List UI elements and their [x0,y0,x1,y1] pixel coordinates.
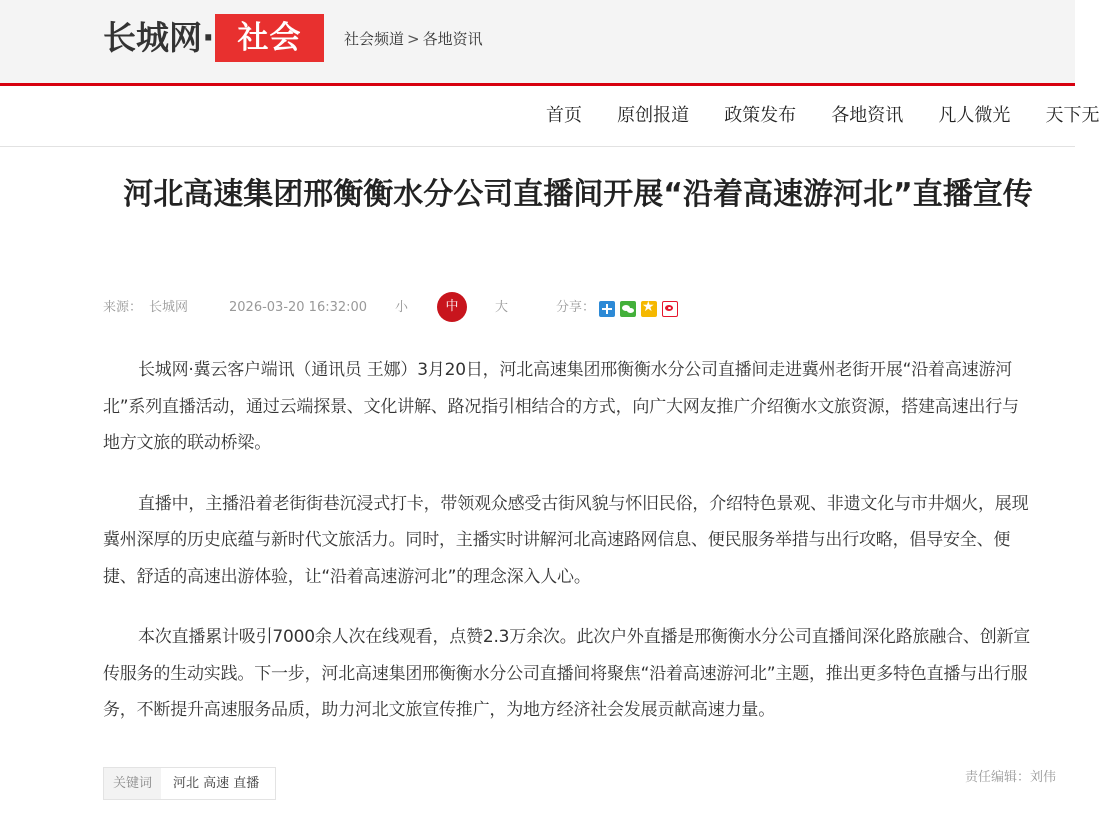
nav-item-home[interactable]: 首页 [546,105,582,126]
font-size-medium-button[interactable]: 中 [437,292,467,322]
site-header [0,0,1075,83]
nav-item-local-news[interactable]: 各地资讯 [831,105,904,126]
font-size-small-button[interactable]: 小 [395,300,409,315]
nav-item-tianxia[interactable]: 天下无 [1045,105,1100,126]
article-paragraph: 本次直播累计吸引7000余人次在线观看，点赞2.3万余次。此次户外直播是邢衡衡水分公司直播间深化路旅融合、创新宣传服务的生动实践。下一步，河北高速集团邢衡衡水分公司直播间将聚焦“沿着高速游河北”主题，推出更多特色直播与出行服务，不断提升高速服务品质，助力河北文旅宣传推广，为地方经济社会发展贡献高速力量。 [103,627,1031,720]
source-name: 长城网 [149,300,189,315]
publish-datetime: 2026-03-20 16:32:00 [229,300,368,315]
site-logo-text[interactable]: 长城网· [103,18,215,57]
breadcrumb-item-social[interactable]: 社会频道 [344,30,405,48]
plus-icon[interactable] [599,301,615,317]
article-body [103,352,1035,753]
wechat-icon[interactable] [620,301,636,317]
keywords-box [103,767,276,800]
breadcrumb-item-local-news[interactable]: 各地资讯 [422,30,483,48]
share-icons [599,298,683,317]
article-title: 河北高速集团邢衡衡水分公司直播间开展“沿着高速游河北”直播宣传 [123,177,1033,212]
font-size-large-button[interactable]: 大 [495,300,509,315]
keywords-label: 关键词 [104,768,161,799]
article-paragraph: 直播中，主播沿着老街街巷沉浸式打卡，带领观众感受古街风貌与怀旧民俗，介绍特色景观、非遗文化与市井烟火，展现冀州深厚的历史底蕴与新时代文旅活力。同时，主播实时讲解河北高速路网信息、便民服务举措与出行攻略，倡导安全、便捷、舒适的高速出游体验，让“沿着高速游河北”的理念深入人心。 [103,493,1029,587]
nav-item-policy[interactable]: 政策发布 [724,105,797,126]
breadcrumb [344,29,483,49]
main-nav [0,86,1100,147]
nav-item-ordinary-people[interactable]: 凡人微光 [938,105,1011,126]
source-label: 来源： [103,300,143,315]
article-paragraph: 长城网·冀云客户端讯（通讯员 王娜）3月20日，河北高速集团邢衡衡水分公司直播间走进冀州老街开展“沿着高速游河北”系列直播活动，通过云端探景、文化讲解、路况指引相结合的方式，向广大网友推广介绍衡水文旅资源，搭建高速出行与地方文旅的联动桥梁。 [103,360,1019,453]
channel-badge[interactable]: 社会 [215,14,324,62]
keywords-list[interactable]: 河北 高速 直播 [173,776,260,791]
responsible-editor: 责任编辑：刘伟 [964,770,1056,785]
nav-item-original[interactable]: 原创报道 [617,105,690,126]
qzone-icon[interactable] [641,301,657,317]
share-label: 分享： [556,300,596,315]
weibo-icon[interactable] [662,301,678,317]
breadcrumb-separator: > [407,30,420,48]
article-meta [103,296,1003,320]
